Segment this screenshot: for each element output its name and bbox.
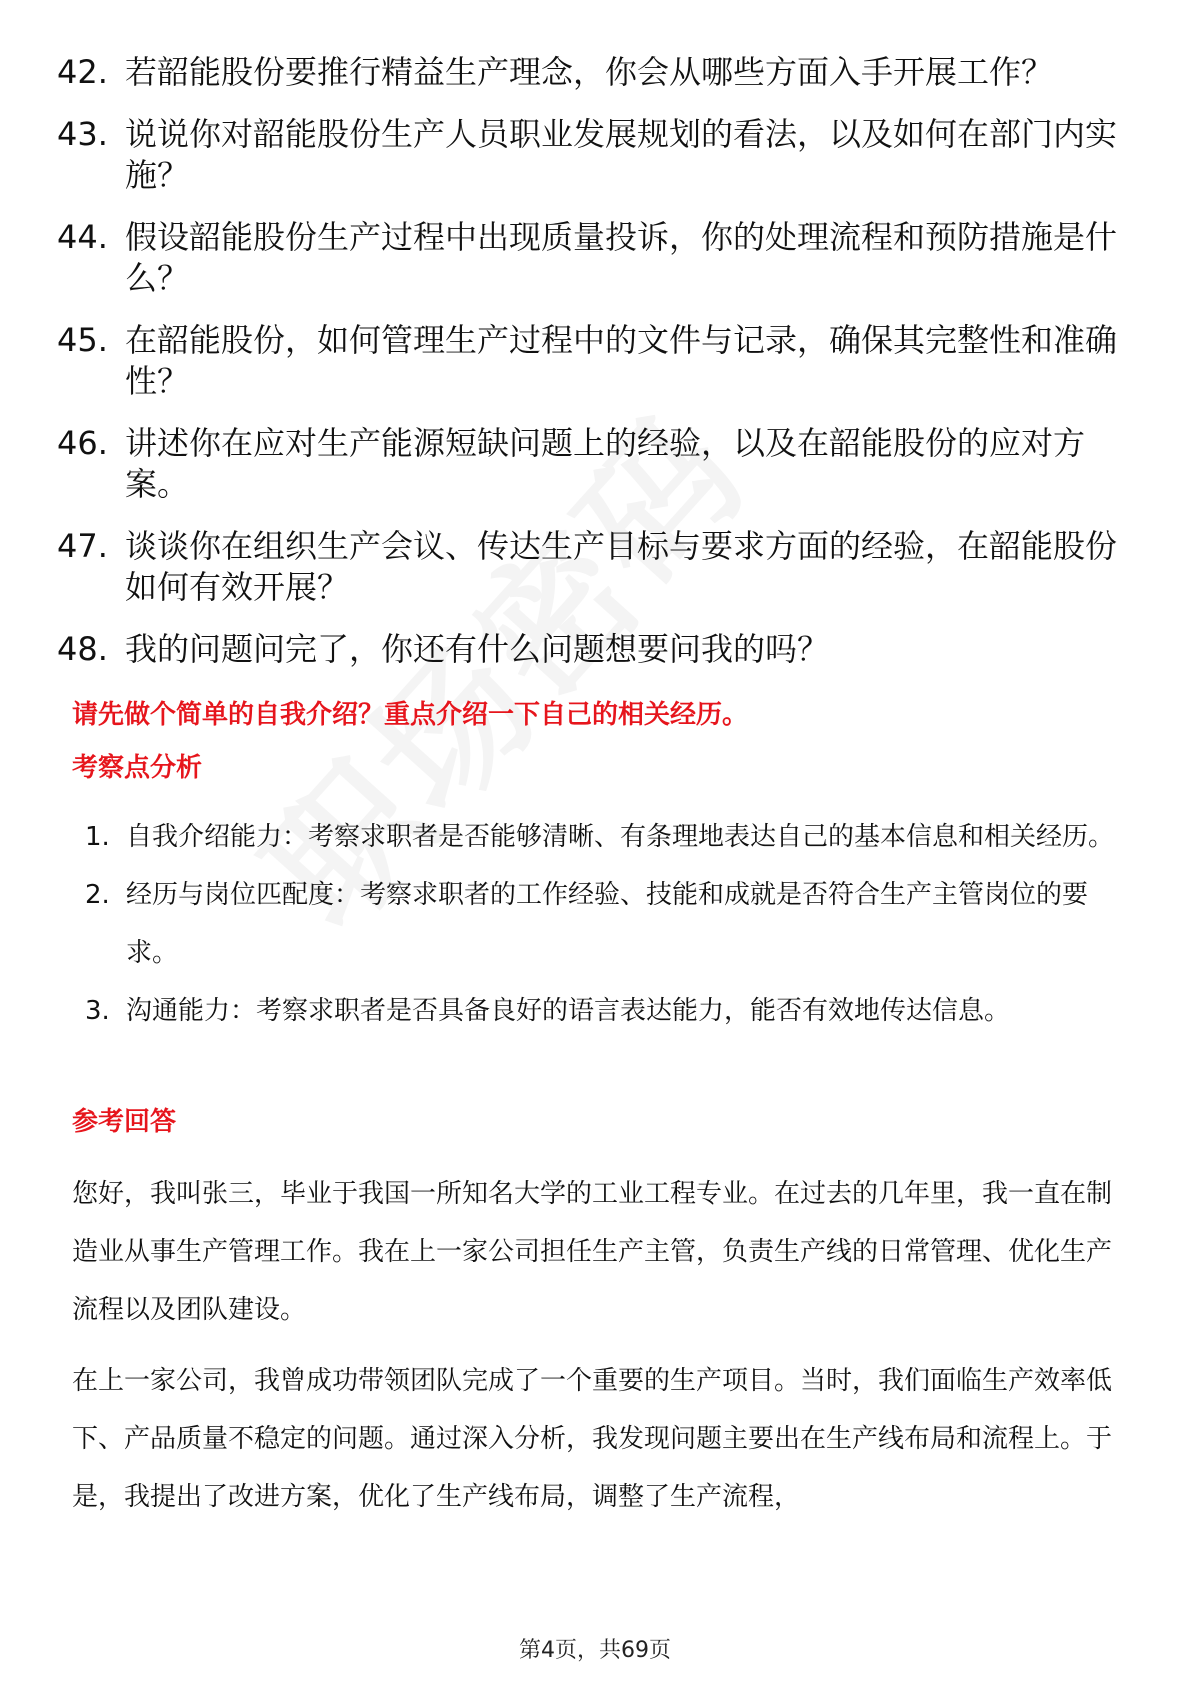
interview-question-heading: 请先做个简单的自我介绍？重点介绍一下自己的相关经历。 [72,700,749,730]
analysis-text: 沟通能力：考察求职者是否具备良好的语言表达能力，能否有效地传达信息。 [126,996,1011,1026]
question-number: 42. [57,53,108,91]
analysis-text: 自我介绍能力：考察求职者是否能够清晰、有条理地表达自己的基本信息和相关经历。 [126,822,1115,852]
question-number: 43. [57,115,108,153]
question-number: 48. [57,630,108,668]
answer-heading: 参考回答 [72,1107,177,1137]
question-number: 46. [57,424,108,462]
analysis-item [85,982,1115,1040]
question-number: 44. [57,218,108,256]
question-item [57,526,1137,608]
question-number: 47. [57,527,108,565]
analysis-heading: 考察点分析 [72,753,203,783]
analysis-number: 3. [85,996,110,1026]
analysis-number: 2. [85,880,110,910]
question-text: 谈谈你在组织生产会议、传达生产目标与要求方面的经验，在韶能股份如何有效开展？ [125,527,1118,606]
answer-paragraph: 在上一家公司，我曾成功带领团队完成了一个重要的生产项目。当时，我们面临生产效率低下、产品质量不稳定的问题。通过深入分析，我发现问题主要出在生产线布局和流程上。于是，我提出了改进方案，优化了生产线布局，调整了生产流程， [72,1366,1113,1512]
question-text: 假设韶能股份生产过程中出现质量投诉，你的处理流程和预防措施是什么？ [125,218,1118,297]
question-item [57,217,1137,299]
analysis-list [85,808,1115,1040]
analysis-item [85,808,1115,866]
question-text: 讲述你在应对生产能源短缺问题上的经验，以及在韶能股份的应对方案。 [125,424,1086,503]
question-number: 45. [57,321,108,359]
question-text: 我的问题问完了，你还有什么问题想要问我的吗？ [125,630,830,668]
question-list [57,52,1137,691]
question-item [57,629,1137,670]
answer-paragraph: 您好，我叫张三，毕业于我国一所知名大学的工业工程专业。在过去的几年里，我一直在制造业从事生产管理工作。我在上一家公司担任生产主管，负责生产线的日常管理、优化生产流程以及团队建设。 [72,1179,1113,1325]
question-item [57,320,1137,402]
analysis-text: 经历与岗位匹配度：考察求职者的工作经验、技能和成就是否符合生产主管岗位的要求。 [126,880,1089,968]
page-number: 第4页，共69页 [519,1638,671,1663]
question-text: 在韶能股份，如何管理生产过程中的文件与记录，确保其完整性和准确性？ [125,321,1118,400]
analysis-item [85,866,1115,982]
question-text: 若韶能股份要推行精益生产理念，你会从哪些方面入手开展工作？ [125,53,1054,91]
question-item [57,423,1137,505]
question-text: 说说你对韶能股份生产人员职业发展规划的看法，以及如何在部门内实施？ [125,115,1118,194]
question-item [57,114,1137,196]
analysis-number: 1. [85,822,110,852]
question-item [57,52,1137,93]
